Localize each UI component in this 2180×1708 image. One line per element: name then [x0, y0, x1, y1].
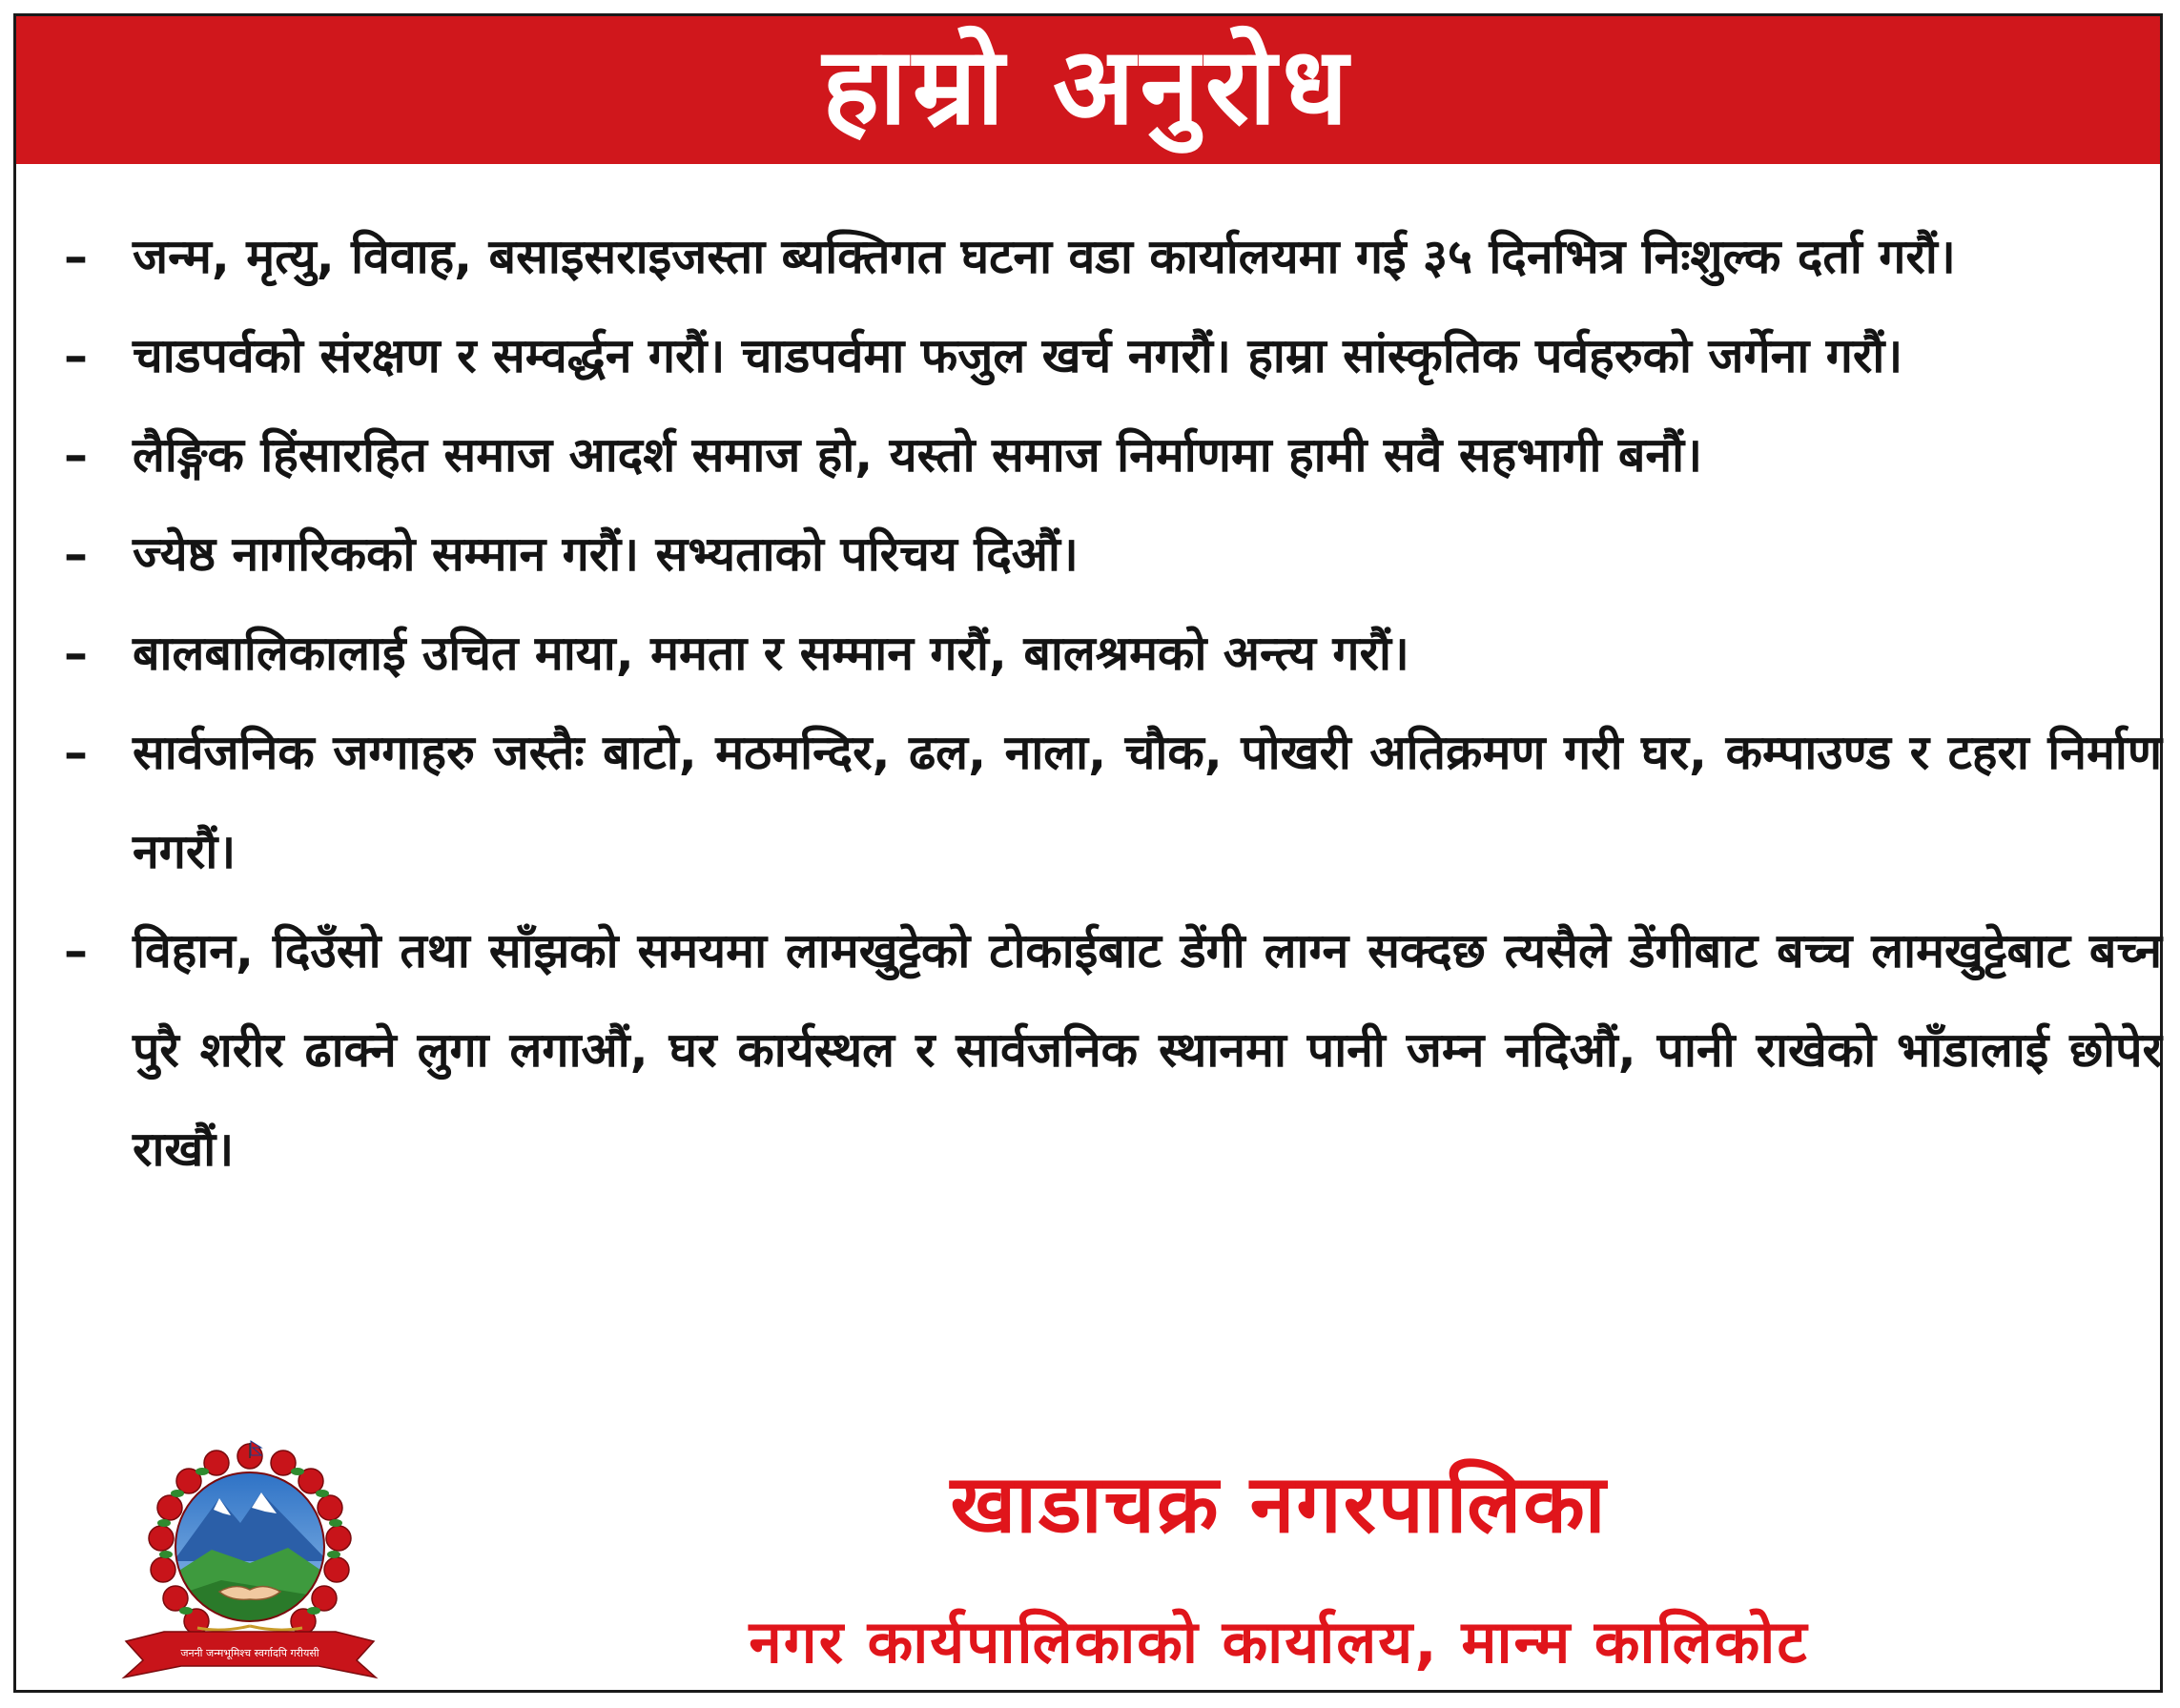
municipality-name: खाडाचक्र नगरपालिका	[950, 1457, 1608, 1551]
bullet-dash: –	[64, 229, 88, 284]
bullet-dash: –	[64, 427, 88, 483]
nepal-government-emblem-icon	[107, 1437, 393, 1687]
emblem-ribbon-text: जननी जन्मभूमिश्च स्वर्गादपि गरीयसी	[180, 1647, 319, 1659]
list-item	[64, 504, 2162, 604]
notice-frame	[13, 13, 2163, 1693]
list-item	[64, 703, 2162, 901]
bullet-dash: –	[64, 526, 88, 582]
list-item	[64, 901, 2162, 1199]
list-item	[64, 207, 2162, 306]
notice-title: हाम्रो अनुरोध	[822, 24, 1354, 149]
list-item	[64, 405, 2162, 504]
request-text: विहान, दिउँसो तथा साँझको समयमा लामखुट्टेको टोकाईबाट डेंगी लाग्न सक्दछ त्यसैले डेंगीबाट बच्च लामखुट्टेबाट बच्न पुरै शरीर ढाक्ने लुगा लगाऔं, घर कार्यस्थल र सार्वजनिक स्थानमा पानी जम्न नदिऔं, पानी राखेको भाँडालाई छोपेर राखौं।	[133, 923, 2162, 1177]
bullet-dash: –	[64, 626, 88, 681]
bullet-dash: –	[64, 328, 88, 383]
footer	[16, 1437, 2160, 1695]
bullet-dash: –	[64, 923, 88, 978]
request-text: चाडपर्वको संरक्षण र सम्वर्द्धन गरौं। चाडपर्वमा फजुल खर्च नगरौं। हाम्रा सांस्कृतिक पर्वहरुको जर्गेना गरौं।	[133, 328, 1903, 383]
request-list	[64, 207, 2162, 1199]
request-text: लैङ्गिक हिंसारहित समाज आदर्श समाज हो, यस्तो समाज निर्माणमा हामी सवै सहभागी बनौं।	[133, 427, 1703, 483]
footer-text	[398, 1437, 2160, 1677]
list-item	[64, 604, 2162, 703]
office-address: नगर कार्यपालिकाको कार्यालय, मान्म कालिकोट	[749, 1607, 1809, 1677]
request-text: सार्वजनिक जग्गाहरु जस्तैः बाटो, मठमन्दिर, ढल, नाला, चौक, पोखरी अतिक्रमण गरी घर, कम्पाउण्ड र टहरा निर्माण नगरौं।	[133, 725, 2162, 879]
request-text: जन्म, मृत्यु, विवाह, बसाइसराइजस्ता ब्यक्तिगत घटना वडा कार्यालयमा गई ३५ दिनभित्र निःशुल्क दर्ता गरौं।	[133, 229, 1956, 284]
list-item	[64, 306, 2162, 405]
title-banner	[16, 16, 2160, 164]
bullet-dash: –	[64, 725, 88, 780]
request-text: बालबालिकालाई उचित माया, ममता र सम्मान गरौं, बालश्रमको अन्त्य गरौं।	[133, 626, 1409, 681]
request-text: ज्येष्ठ नागरिकको सम्मान गरौं। सभ्यताको परिचय दिऔं।	[133, 526, 1079, 582]
